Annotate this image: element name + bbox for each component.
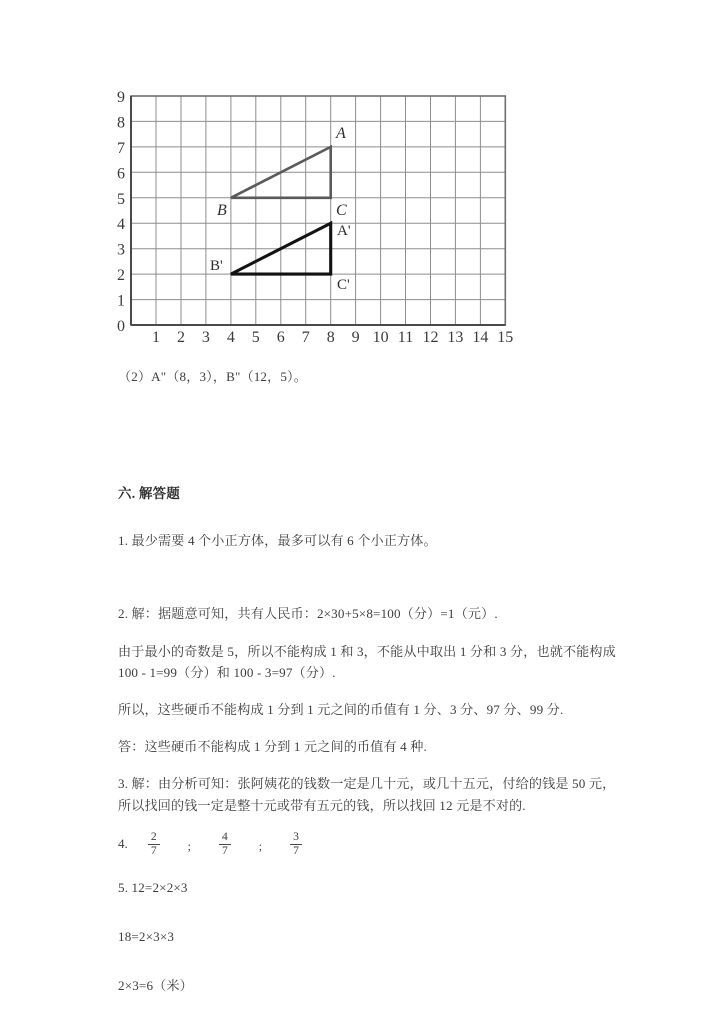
- answer-q2-line2: 由于最小的奇数是 5，所以不能构成 1 和 3，不能从中取出 1 分和 3 分，也就不能构成 100 - 1=99（分）和 100 - 3=97（分）.: [118, 643, 616, 680]
- x-tick-5: 5: [251, 329, 260, 342]
- x-tick-13: 13: [447, 329, 464, 342]
- answer-q3: 3. 解：由分析可知：张阿姨花的钱数一定是几十元，或几十五元，付给的钱是 50 元，所以找回的钱一定是整十元或带有五元的钱，所以找回 12 元是不对的.: [118, 776, 616, 813]
- x-tick-3: 3: [201, 329, 210, 342]
- x-tick-12: 12: [422, 329, 439, 342]
- fraction-separator-2: ;: [258, 839, 263, 854]
- y-tick-6: 6: [117, 165, 125, 183]
- spacer-q1-q2: [118, 551, 628, 603]
- y-tick-0: 0: [117, 318, 125, 335]
- answer-q1: 1. 最少需要 4 个小正方体，最多可以有 6 个小正方体。: [118, 533, 437, 549]
- spacer-q4-q5: [118, 861, 628, 877]
- vertex-label-a: A: [336, 125, 346, 142]
- section-heading-six: 六. 解答题: [118, 486, 181, 502]
- y-tick-7: 7: [117, 139, 125, 157]
- fraction-2-over-7: [148, 831, 160, 857]
- coordinate-grid-svg: [100, 84, 520, 342]
- grid-lines: [131, 96, 505, 325]
- answer-q5-line2: 18=2×3×3: [118, 929, 175, 945]
- answer-q2-line3: 所以，这些硬币不能构成 1 分到 1 元之间的币值有 1 分、3 分、97 分、99 分.: [118, 702, 564, 718]
- x-tick-2: 2: [177, 329, 185, 342]
- y-tick-1: 1: [117, 292, 125, 310]
- spacer-q2-b: [118, 683, 628, 699]
- y-tick-3: 3: [117, 241, 125, 259]
- y-tick-4: 4: [117, 216, 125, 234]
- x-tick-10: 10: [372, 329, 389, 342]
- answer-q4-lead: 4.: [118, 835, 128, 851]
- y-tick-5: 5: [117, 190, 125, 208]
- vertex-label-b-prime: B': [210, 258, 223, 274]
- x-tick-15: 15: [497, 329, 514, 342]
- y-tick-9: 9: [117, 89, 125, 106]
- grid-frame: [131, 96, 505, 325]
- answer-q4-fractions: [118, 827, 628, 861]
- spacer-q5-a: [118, 898, 628, 926]
- fraction-denominator: 7: [290, 844, 302, 857]
- axes: [131, 96, 505, 325]
- x-tick-6: 6: [276, 329, 285, 342]
- x-tick-1: 1: [152, 329, 160, 342]
- x-tick-11: 11: [397, 329, 414, 342]
- x-tick-7: 7: [301, 329, 310, 342]
- answer-text-flow: [118, 366, 628, 996]
- fraction-4-over-7: [219, 831, 231, 857]
- vertex-label-c: C: [336, 202, 347, 219]
- fraction-denominator: 7: [219, 844, 231, 857]
- x-tick-14: 14: [472, 329, 489, 342]
- answer-q2-line4: 答：这些硬币不能构成 1 分到 1 元之间的币值有 4 种.: [118, 739, 427, 755]
- fraction-separator-1: ;: [187, 839, 191, 854]
- x-tick-4: 4: [226, 329, 235, 342]
- spacer-q2-q3: [118, 757, 628, 773]
- fraction-numerator: 4: [221, 829, 228, 843]
- y-axis-tick-labels: [117, 89, 125, 335]
- answer-q5-line1: 5. 12=2×2×3: [118, 879, 188, 895]
- fraction-numerator: 3: [293, 829, 299, 843]
- coordinate-grid-figure: [100, 84, 520, 342]
- item-2-coordinates: （2）A"（8，3），B"（12，5）。: [118, 369, 307, 384]
- y-tick-8: 8: [117, 114, 125, 132]
- spacer-q2-a: [118, 625, 628, 641]
- x-axis-tick-labels: [152, 329, 513, 342]
- fraction-numerator: 2: [150, 829, 157, 843]
- x-tick-8: 8: [326, 329, 335, 342]
- spacer-before-section: [118, 387, 628, 483]
- fraction-3-over-7: [290, 831, 302, 857]
- y-tick-2: 2: [117, 267, 125, 285]
- answer-q5-line3: 2×3=6（米）: [118, 978, 193, 994]
- vertex-label-a-prime: A': [337, 223, 351, 239]
- spacer-after-heading: [118, 502, 628, 530]
- answer-q2-line1: 2. 解：据题意可知，共有人民币：2×30+5×8=100（分）=1（元）.: [118, 606, 498, 622]
- spacer-q5-b: [118, 947, 628, 975]
- vertex-label-c-prime: C': [337, 277, 350, 293]
- fraction-denominator: 7: [148, 844, 160, 857]
- vertex-label-b: B: [217, 202, 227, 219]
- spacer-q2-c: [118, 720, 628, 736]
- x-tick-9: 9: [351, 329, 360, 342]
- spacer-q3-q4: [118, 816, 628, 827]
